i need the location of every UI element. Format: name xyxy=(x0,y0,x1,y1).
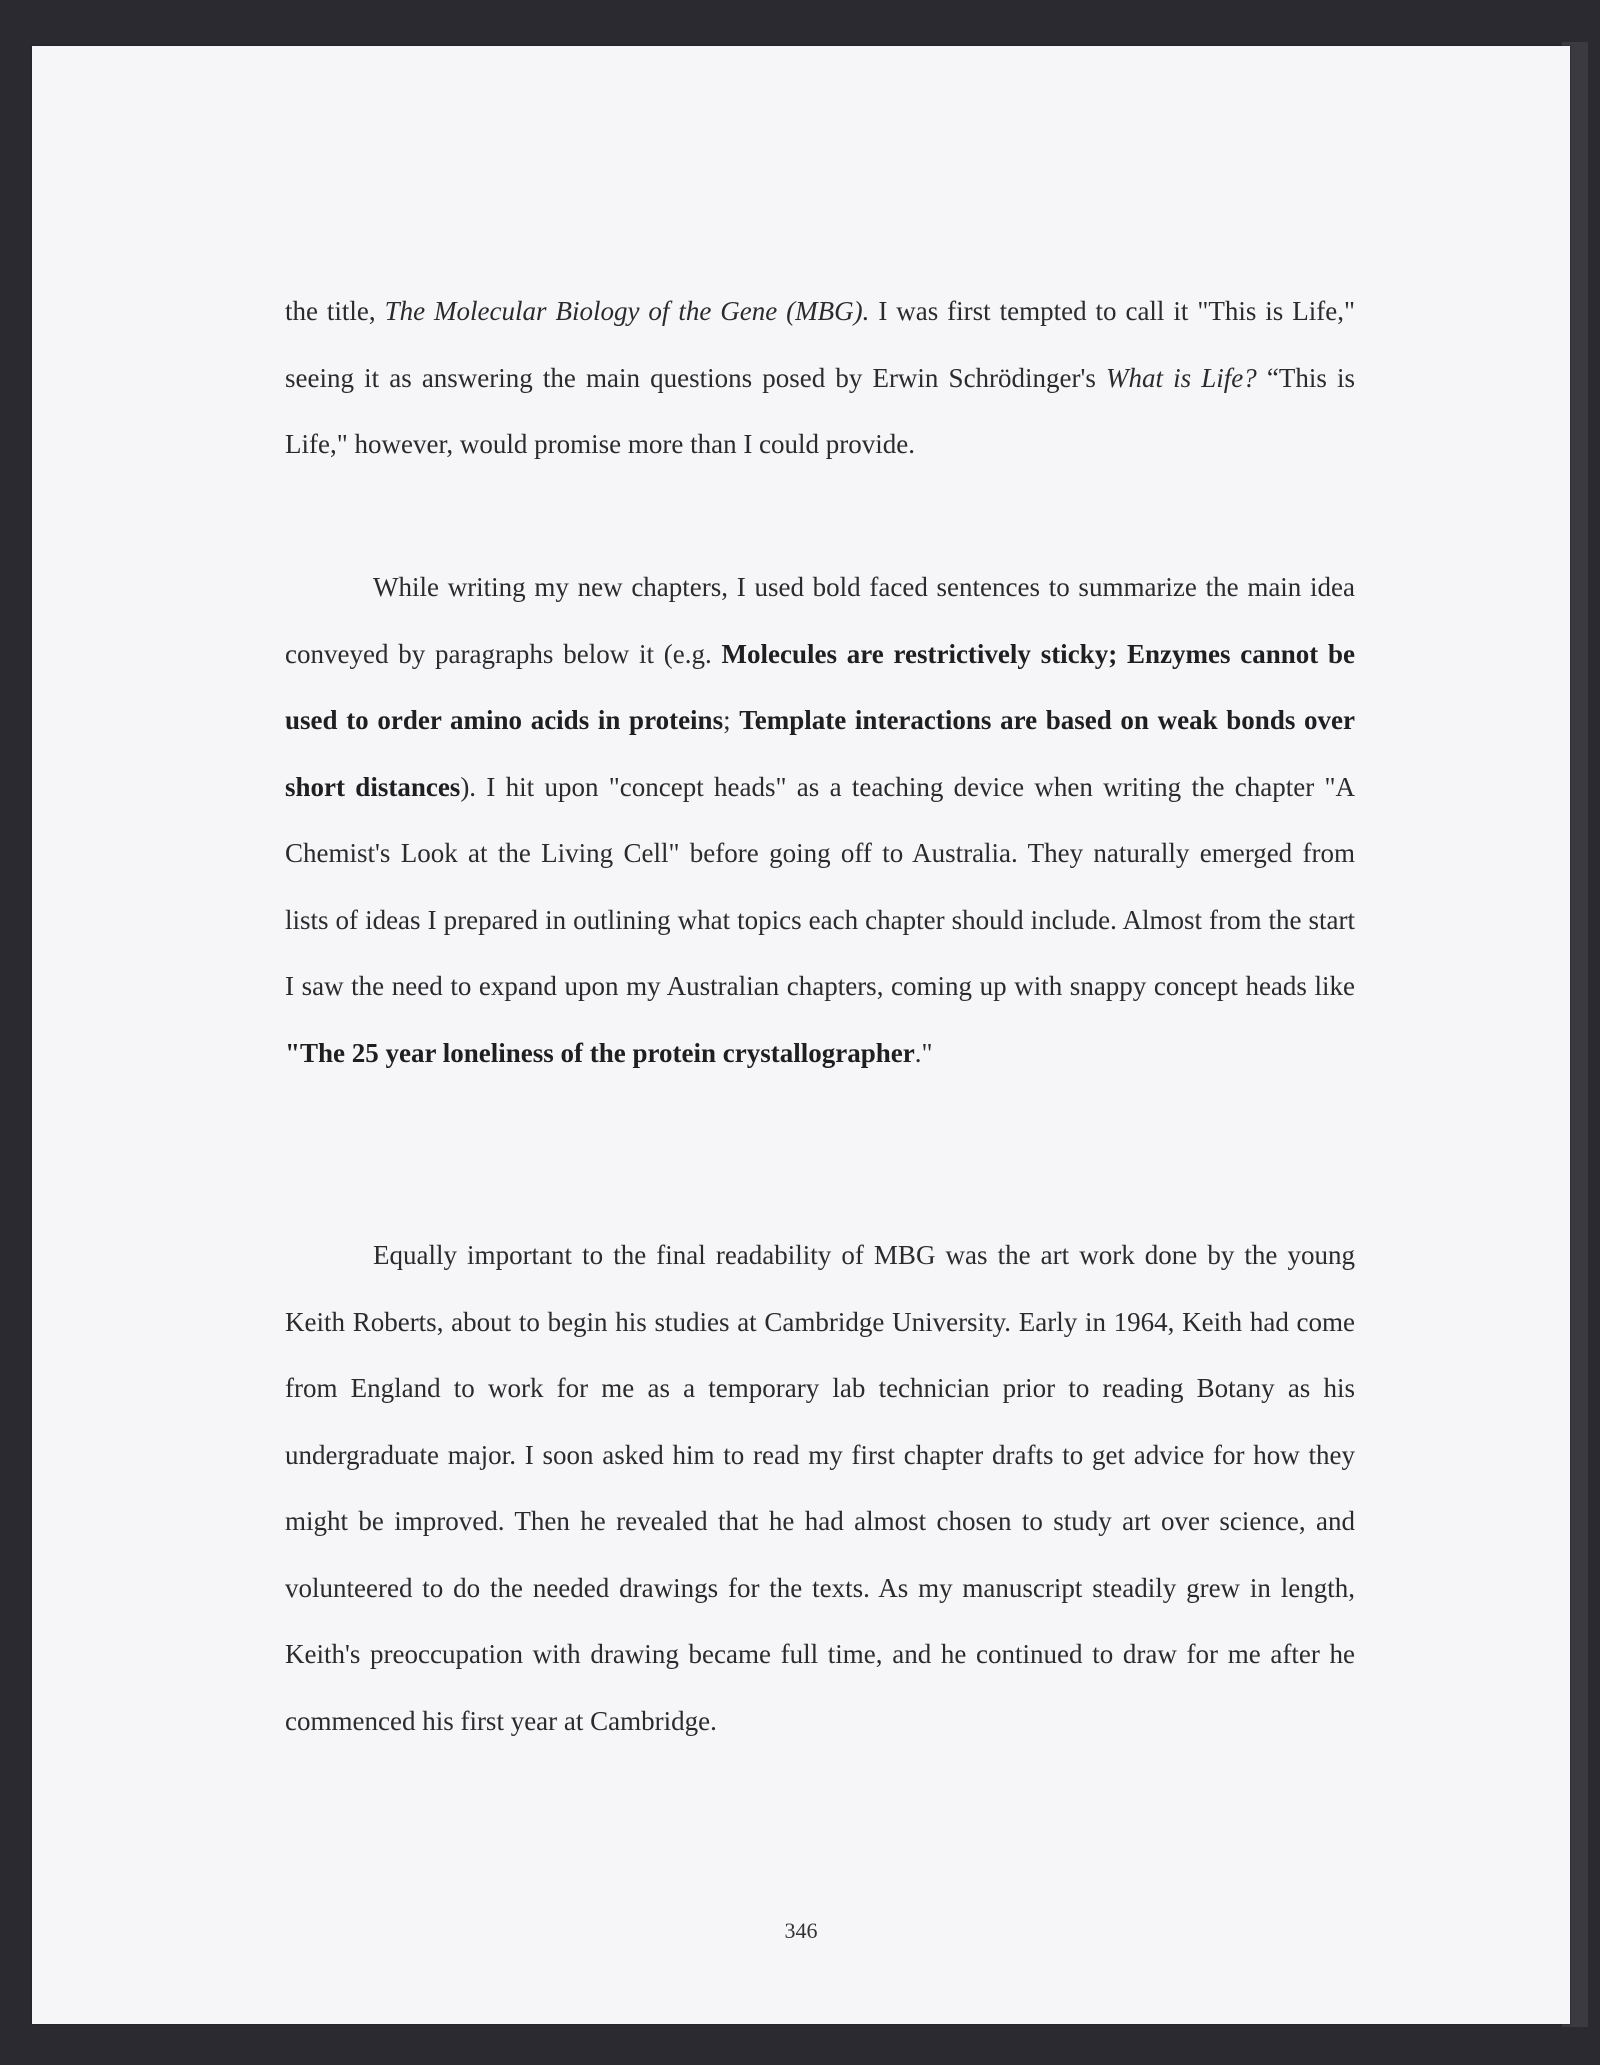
paragraph-3 xyxy=(285,1222,1355,1754)
concept-head-bold: Enzymes cannot be used to order amino acids in proteins xyxy=(285,638,1356,735)
page-number: 346 xyxy=(784,1918,818,1943)
paragraph-1-text: the title, The Molecular Biology of the Gene (MBG). I was first tempted to call it "This is Life," seeing it as answering the main questions posed by Erwin Schrödinger's What is Life? “This is Life," however, would promise more than I could provide. xyxy=(285,296,1355,459)
concept-head-bold: Template interactions are based on weak bonds over short distances xyxy=(285,705,1355,802)
book-title-italic: What is Life? xyxy=(1106,362,1257,393)
concept-head-bold: "The 25 year loneliness of the protein crystallographer xyxy=(285,1037,915,1068)
paragraph-3-text: Equally important to the final readability of MBG was the art work done by the young Keith Roberts, about to begin his studies at Cambridge University. Early in 1964, Keith had come from England to work for me as a temporary lab technician prior to reading Botany as his undergraduate major. I soon asked him to read my first chapter drafts to get advice for how they might be improved. Then he revealed that he had almost chosen to study art over science, and volunteered to do the needed drawings for the texts. As my manuscript steadily grew in length, Keith's preoccupation with drawing became full time, and he continued to draw for me after he commenced his first year at Cambridge. xyxy=(285,1240,1355,1736)
document-page xyxy=(32,46,1570,2024)
paragraph-2 xyxy=(285,554,1355,1086)
paragraph-2-text: While writing my new chapters, I used bold faced sentences to summarize the main idea conveyed by paragraphs below it (e.g. Molecules are restrictively sticky; Enzymes cannot be used to order amino acids in proteins; Template interactions are based on weak bonds over short distances). I hit upon "concept heads" as a teaching device when writing the chapter "A Chemist's Look at the Living Cell" before going off to Australia. They naturally emerged from lists of ideas I prepared in outlining what topics each chapter should include. Almost from the start I saw the need to expand upon my Australian chapters, coming up with snappy concept heads like "The 25 year loneliness of the protein crystallographer." xyxy=(285,572,1356,1068)
paragraph-1 xyxy=(285,278,1355,478)
book-title-italic: The Molecular Biology of the Gene (MBG). xyxy=(384,296,870,326)
concept-head-bold: Molecules are restrictively sticky; xyxy=(721,638,1118,669)
